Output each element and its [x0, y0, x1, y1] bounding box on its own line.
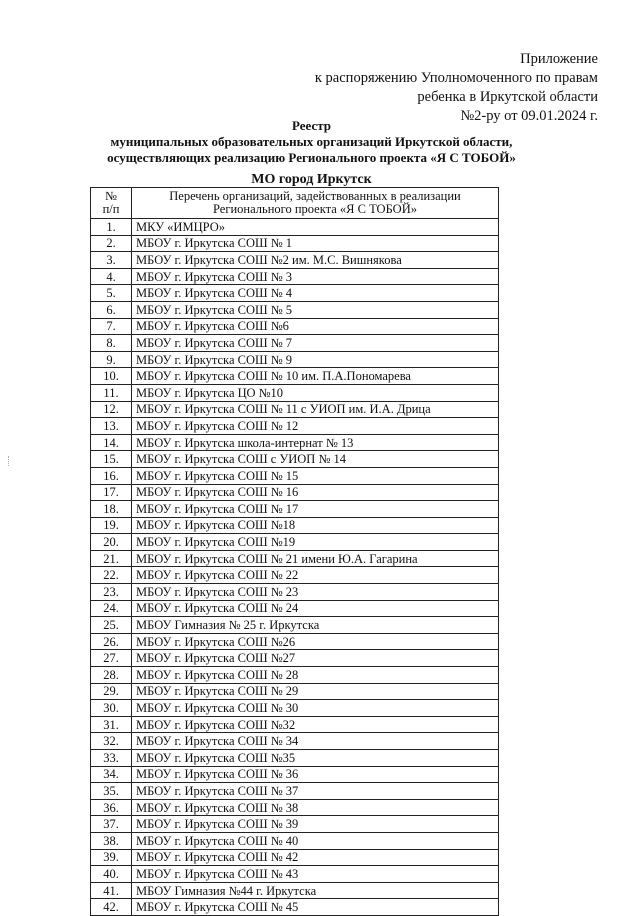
table-row: [91, 816, 499, 833]
table-row: [91, 650, 499, 667]
table-row: [91, 633, 499, 650]
organization-name: МБОУ г. Иркутска СОШ № 11 с УИОП им. И.А. Дрица: [132, 401, 499, 418]
district-heading: МО город Иркутск: [251, 172, 372, 187]
table-row: [91, 584, 499, 601]
row-number: 17.: [91, 484, 132, 501]
row-number: 20.: [91, 534, 132, 551]
column-header-organization: [132, 188, 499, 219]
organization-name: МБОУ г. Иркутска СОШ № 5: [132, 301, 499, 318]
organization-name: МБОУ г. Иркутска СОШ № 9: [132, 351, 499, 368]
table-row: [91, 501, 499, 518]
organization-name: МБОУ г. Иркутска СОШ № 15: [132, 467, 499, 484]
title-line-2: муниципальных образовательных организаций Иркутской области,: [110, 134, 513, 149]
organization-name: МБОУ г. Иркутска СОШ № 12: [132, 418, 499, 435]
table-row: [91, 467, 499, 484]
row-number: 34.: [91, 766, 132, 783]
organization-name: МБОУ г. Иркутска СОШ №2 им. М.С. Вишнякова: [132, 252, 499, 269]
document-title: [0, 118, 623, 166]
table-row: [91, 567, 499, 584]
table-row: [91, 301, 499, 318]
organization-name: МБОУ г. Иркутска СОШ № 22: [132, 567, 499, 584]
organization-name: МБОУ г. Иркутска СОШ № 21 имени Ю.А. Гагарина: [132, 550, 499, 567]
table-row: [91, 268, 499, 285]
table-row: [91, 517, 499, 534]
column-header-organization-line-1: Перечень организаций, задействованных в реализации: [169, 189, 461, 203]
table-row: [91, 617, 499, 634]
table-row: [91, 733, 499, 750]
organization-name: МБОУ г. Иркутска СОШ № 28: [132, 667, 499, 684]
row-number: 7.: [91, 318, 132, 335]
row-number: 36.: [91, 799, 132, 816]
appendix-line-3: ребенка в Иркутской области: [417, 89, 598, 105]
table-row: [91, 600, 499, 617]
row-number: 2.: [91, 235, 132, 252]
organization-name: МБОУ г. Иркутска СОШ №26: [132, 633, 499, 650]
row-number: 26.: [91, 633, 132, 650]
column-header-number: [91, 188, 132, 219]
table-row: [91, 285, 499, 302]
organization-name: МБОУ г. Иркутска СОШ № 30: [132, 700, 499, 717]
table-row: [91, 434, 499, 451]
organization-name: МБОУ г. Иркутска СОШ № 37: [132, 783, 499, 800]
organization-name: МБОУ г. Иркутска СОШ № 29: [132, 683, 499, 700]
row-number: 19.: [91, 517, 132, 534]
row-number: 35.: [91, 783, 132, 800]
row-number: 37.: [91, 816, 132, 833]
table-row: [91, 368, 499, 385]
organization-name: МБОУ г. Иркутска СОШ № 43: [132, 866, 499, 883]
table-row: [91, 318, 499, 335]
table-row: [91, 351, 499, 368]
scan-artifact: [8, 456, 11, 466]
table-row: [91, 700, 499, 717]
organization-name: МБОУ г. Иркутска СОШ № 42: [132, 849, 499, 866]
table-row: [91, 235, 499, 252]
organization-name: МБОУ г. Иркутска СОШ № 10 им. П.А.Пономарева: [132, 368, 499, 385]
organization-name: МБОУ г. Иркутска СОШ № 24: [132, 600, 499, 617]
organization-name: МБОУ г. Иркутска СОШ № 34: [132, 733, 499, 750]
column-header-number-line-1: №: [105, 189, 117, 203]
appendix-line-1: Приложение: [520, 51, 598, 67]
table-row: [91, 799, 499, 816]
organization-name: МБОУ г. Иркутска СОШ № 39: [132, 816, 499, 833]
organization-name: МБОУ г. Иркутска СОШ №32: [132, 716, 499, 733]
row-number: 27.: [91, 650, 132, 667]
row-number: 41.: [91, 882, 132, 899]
row-number: 11.: [91, 384, 132, 401]
column-header-number-line-2: п/п: [102, 202, 120, 216]
organization-name: МБОУ г. Иркутска СОШ №27: [132, 650, 499, 667]
organization-name: МКУ «ИМЦРО»: [132, 219, 499, 236]
organization-name: МБОУ г. Иркутска СОШ № 7: [132, 335, 499, 352]
row-number: 14.: [91, 434, 132, 451]
row-number: 8.: [91, 335, 132, 352]
organization-name: МБОУ г. Иркутска ЦО №10: [132, 384, 499, 401]
organization-name: МБОУ г. Иркутска СОШ №18: [132, 517, 499, 534]
organization-name: МБОУ г. Иркутска СОШ № 1: [132, 235, 499, 252]
organization-name: МБОУ г. Иркутска СОШ № 4: [132, 285, 499, 302]
organization-name: МБОУ г. Иркутска СОШ №19: [132, 534, 499, 551]
table-header-row: [91, 188, 499, 219]
row-number: 39.: [91, 849, 132, 866]
row-number: 21.: [91, 550, 132, 567]
table-row: [91, 832, 499, 849]
table-row: [91, 667, 499, 684]
row-number: 6.: [91, 301, 132, 318]
row-number: 13.: [91, 418, 132, 435]
row-number: 40.: [91, 866, 132, 883]
organization-name: МБОУ г. Иркутска СОШ № 36: [132, 766, 499, 783]
table-row: [91, 849, 499, 866]
row-number: 5.: [91, 285, 132, 302]
title-line-1: Реестр: [291, 118, 331, 133]
organization-name: МБОУ г. Иркутска СОШ №6: [132, 318, 499, 335]
appendix-line-2: к распоряжению Уполномоченного по правам: [314, 70, 598, 86]
row-number: 23.: [91, 584, 132, 601]
table-row: [91, 384, 499, 401]
table-row: [91, 401, 499, 418]
row-number: 15.: [91, 451, 132, 468]
row-number: 31.: [91, 716, 132, 733]
table-row: [91, 335, 499, 352]
row-number: 18.: [91, 501, 132, 518]
table-body: [91, 219, 499, 916]
row-number: 22.: [91, 567, 132, 584]
table-row: [91, 899, 499, 916]
table-row: [91, 716, 499, 733]
row-number: 32.: [91, 733, 132, 750]
row-number: 1.: [91, 219, 132, 236]
row-number: 42.: [91, 899, 132, 916]
organization-name: МБОУ г. Иркутска СОШ с УИОП № 14: [132, 451, 499, 468]
organization-name: МБОУ г. Иркутска СОШ № 45: [132, 899, 499, 916]
organization-name: МБОУ Гимназия №44 г. Иркутска: [132, 882, 499, 899]
registry-table: [90, 187, 499, 916]
row-number: 4.: [91, 268, 132, 285]
organization-name: МБОУ г. Иркутска СОШ №35: [132, 750, 499, 767]
title-line-3: осуществляющих реализацию Регионального проекта «Я С ТОБОЙ»: [107, 150, 516, 165]
row-number: 16.: [91, 467, 132, 484]
row-number: 24.: [91, 600, 132, 617]
organization-name: МБОУ Гимназия № 25 г. Иркутска: [132, 617, 499, 634]
organization-name: МБОУ г. Иркутска школа-интернат № 13: [132, 434, 499, 451]
row-number: 30.: [91, 700, 132, 717]
table-row: [91, 451, 499, 468]
table-row: [91, 252, 499, 269]
appendix-line-4: №2-ру от 09.01.2024 г.: [460, 108, 598, 124]
table-row: [91, 766, 499, 783]
row-number: 25.: [91, 617, 132, 634]
table-row: [91, 783, 499, 800]
row-number: 29.: [91, 683, 132, 700]
table-row: [91, 418, 499, 435]
organization-name: МБОУ г. Иркутска СОШ № 40: [132, 832, 499, 849]
row-number: 9.: [91, 351, 132, 368]
table-row: [91, 484, 499, 501]
table-row: [91, 683, 499, 700]
row-number: 10.: [91, 368, 132, 385]
table-row: [91, 882, 499, 899]
table-row: [91, 550, 499, 567]
row-number: 38.: [91, 832, 132, 849]
column-header-organization-line-2: Регионального проекта «Я С ТОБОЙ»: [213, 202, 417, 216]
row-number: 33.: [91, 750, 132, 767]
table-row: [91, 534, 499, 551]
table-row: [91, 750, 499, 767]
row-number: 28.: [91, 667, 132, 684]
row-number: 12.: [91, 401, 132, 418]
row-number: 3.: [91, 252, 132, 269]
organization-name: МБОУ г. Иркутска СОШ № 38: [132, 799, 499, 816]
appendix-header: [315, 50, 598, 126]
table-row: [91, 866, 499, 883]
table-row: [91, 219, 499, 236]
organization-name: МБОУ г. Иркутска СОШ № 3: [132, 268, 499, 285]
organization-name: МБОУ г. Иркутска СОШ № 23: [132, 584, 499, 601]
organization-name: МБОУ г. Иркутска СОШ № 16: [132, 484, 499, 501]
organization-name: МБОУ г. Иркутска СОШ № 17: [132, 501, 499, 518]
